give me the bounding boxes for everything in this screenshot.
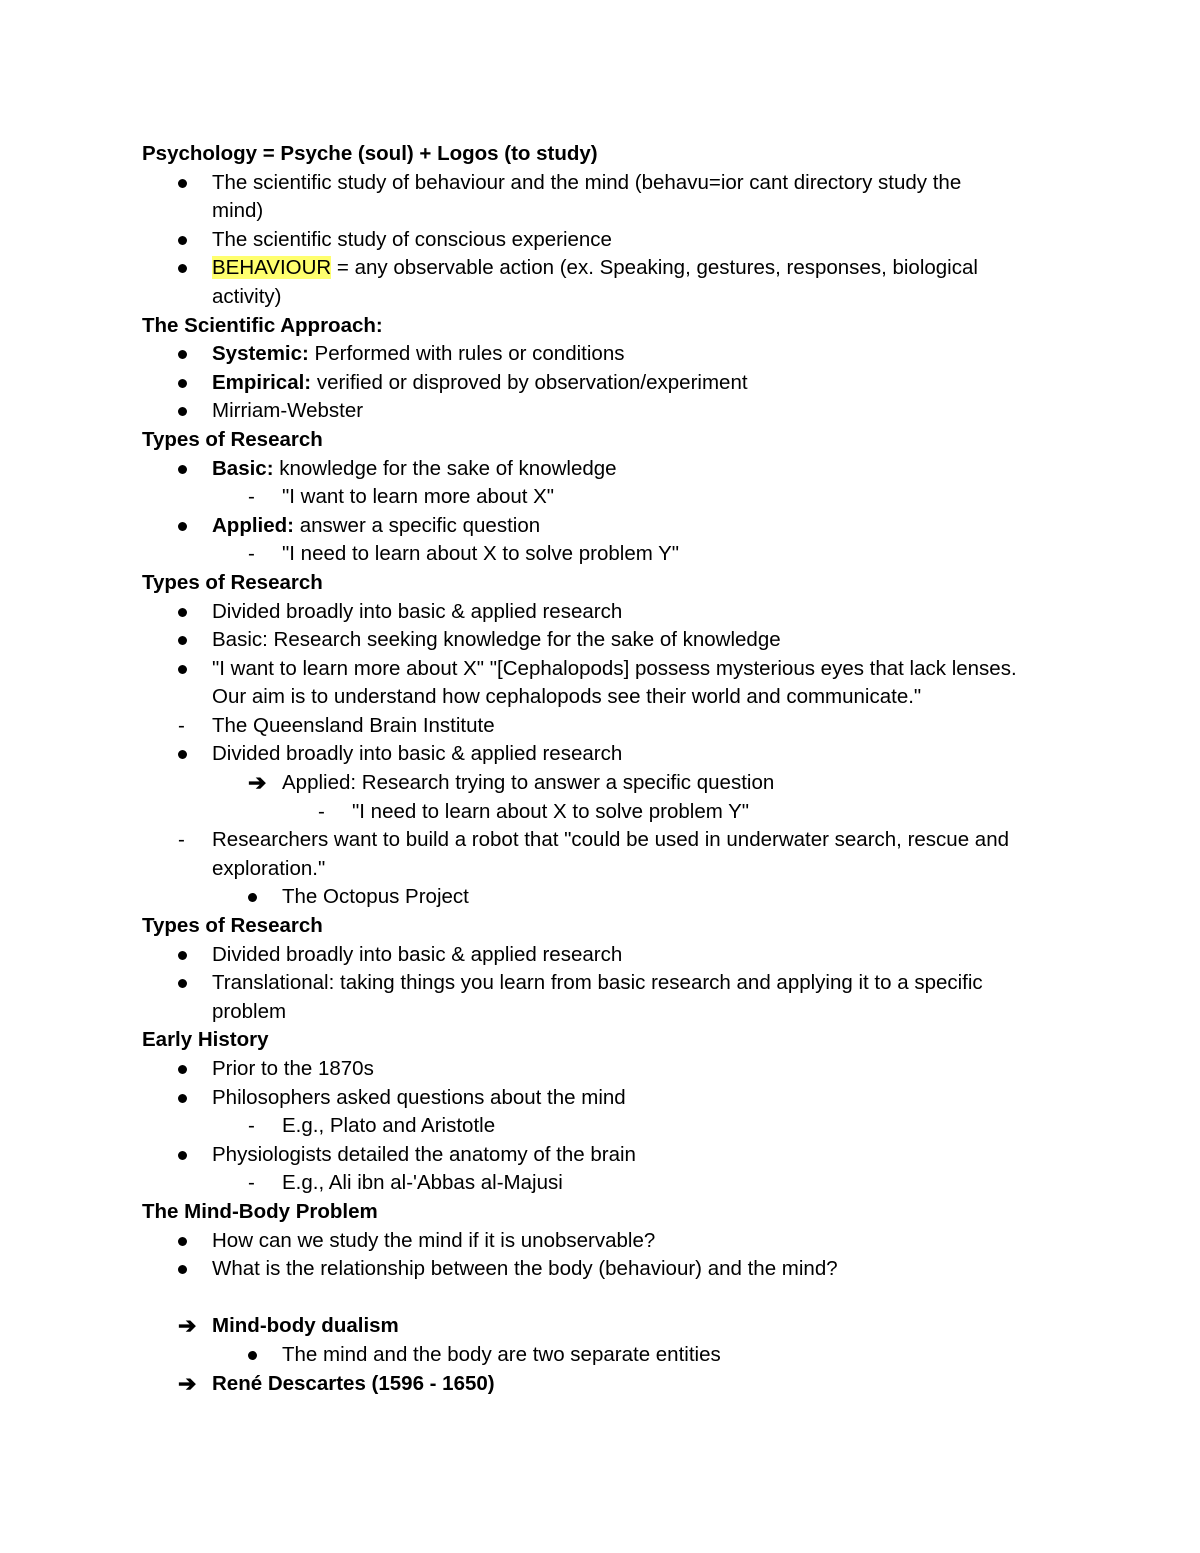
arrow-item: ➔ René Descartes (1596 - 1650) xyxy=(142,1370,1072,1399)
arrow-item: ➔ Mind-body dualism xyxy=(142,1312,1072,1341)
list-item-continuation: activity) xyxy=(212,284,282,308)
dash-icon: - xyxy=(248,1114,255,1138)
dash-icon: - xyxy=(318,799,325,823)
heading-early-history: Early History xyxy=(142,1028,269,1052)
dash-icon: - xyxy=(248,542,255,566)
list-item-continuation: Our aim is to understand how cephalopods see their world and communicate." xyxy=(212,685,922,709)
list-item: The scientific study of conscious experience xyxy=(142,226,1072,255)
heading-types-of-research: Types of Research xyxy=(142,914,323,938)
list-item: Mirriam-Webster xyxy=(142,397,1072,426)
arrow-right-icon: ➔ xyxy=(248,770,267,796)
heading-types-of-research: Types of Research xyxy=(142,427,323,451)
bullet-icon xyxy=(178,179,187,188)
bullet-icon xyxy=(178,1065,187,1074)
arrow-right-icon: ➔ xyxy=(178,1370,197,1396)
list-item: Basic: knowledge for the sake of knowledge xyxy=(142,455,1072,484)
sub-list-item: - "I need to learn about X to solve problem Y" xyxy=(142,540,1072,569)
list-item-continuation: mind) xyxy=(212,199,264,223)
heading-psychology: Psychology = Psyche (soul) + Logos (to study) xyxy=(142,142,598,165)
dash-icon: - xyxy=(178,828,185,852)
dash-item: - The Queensland Brain Institute xyxy=(142,712,1072,741)
bullet-icon xyxy=(178,1094,187,1103)
sub-list-item: - E.g., Ali ibn al-'Abbas al-Majusi xyxy=(142,1169,1072,1198)
list-item: Divided broadly into basic & applied research xyxy=(142,740,1072,769)
blank-line xyxy=(142,1284,1072,1313)
sub-list-item: The mind and the body are two separate entities xyxy=(142,1341,1072,1370)
heading-scientific-approach: The Scientific Approach: xyxy=(142,313,383,337)
bullet-icon xyxy=(178,236,187,245)
list-item: Physiologists detailed the anatomy of the brain xyxy=(142,1141,1072,1170)
list-item: "I want to learn more about X" "[Cephalopods] possess mysterious eyes that lack lenses. xyxy=(142,655,1072,684)
notes-content xyxy=(142,140,1072,1398)
sub-list-item: The Octopus Project xyxy=(142,883,1072,912)
list-item: Translational: taking things you learn from basic research and applying it to a specific xyxy=(142,969,1072,998)
list-item: The scientific study of behaviour and the mind (behavu=ior cant directory study the xyxy=(142,169,1072,198)
bullet-icon xyxy=(248,1351,257,1360)
list-item: Divided broadly into basic & applied research xyxy=(142,598,1072,627)
list-item: How can we study the mind if it is unobservable? xyxy=(142,1227,1072,1256)
heading-types-of-research: Types of Research xyxy=(142,570,323,594)
bullet-icon xyxy=(178,1151,187,1160)
bullet-icon xyxy=(178,379,187,388)
highlighted-term: BEHAVIOUR xyxy=(212,256,332,280)
list-item-continuation: exploration." xyxy=(212,856,326,880)
sub-list-item: - "I need to learn about X to solve problem Y" xyxy=(142,798,1072,827)
dash-icon: - xyxy=(248,485,255,509)
list-item: Prior to the 1870s xyxy=(142,1055,1072,1084)
list-item: BEHAVIOUR = any observable action (ex. Speaking, gestures, responses, biological xyxy=(142,254,1072,283)
bullet-icon xyxy=(178,951,187,960)
arrow-right-icon: ➔ xyxy=(178,1313,197,1339)
list-item: Divided broadly into basic & applied research xyxy=(142,941,1072,970)
dash-item: - Researchers want to build a robot that "could be used in underwater search, rescue and xyxy=(142,826,1072,855)
sub-list-item: - E.g., Plato and Aristotle xyxy=(142,1112,1072,1141)
arrow-item: ➔ Applied: Research trying to answer a specific question xyxy=(142,769,1072,798)
dash-icon: - xyxy=(248,1171,255,1195)
sub-list-item: - "I want to learn more about X" xyxy=(142,483,1072,512)
list-item: Applied: answer a specific question xyxy=(142,512,1072,541)
bullet-icon xyxy=(178,665,187,674)
list-item-continuation: problem xyxy=(212,999,287,1023)
list-item: Empirical: verified or disproved by observation/experiment xyxy=(142,369,1072,398)
bullet-icon xyxy=(178,1237,187,1246)
bullet-icon xyxy=(178,522,187,531)
list-item: Basic: Research seeking knowledge for the sake of knowledge xyxy=(142,626,1072,655)
dash-icon: - xyxy=(178,713,185,737)
bullet-icon xyxy=(178,608,187,617)
heading-mind-body-problem: The Mind-Body Problem xyxy=(142,1199,378,1223)
bullet-icon xyxy=(178,465,187,474)
list-item: What is the relationship between the body (behaviour) and the mind? xyxy=(142,1255,1072,1284)
list-item: Philosophers asked questions about the mind xyxy=(142,1084,1072,1113)
list-item: Systemic: Performed with rules or conditions xyxy=(142,340,1072,369)
